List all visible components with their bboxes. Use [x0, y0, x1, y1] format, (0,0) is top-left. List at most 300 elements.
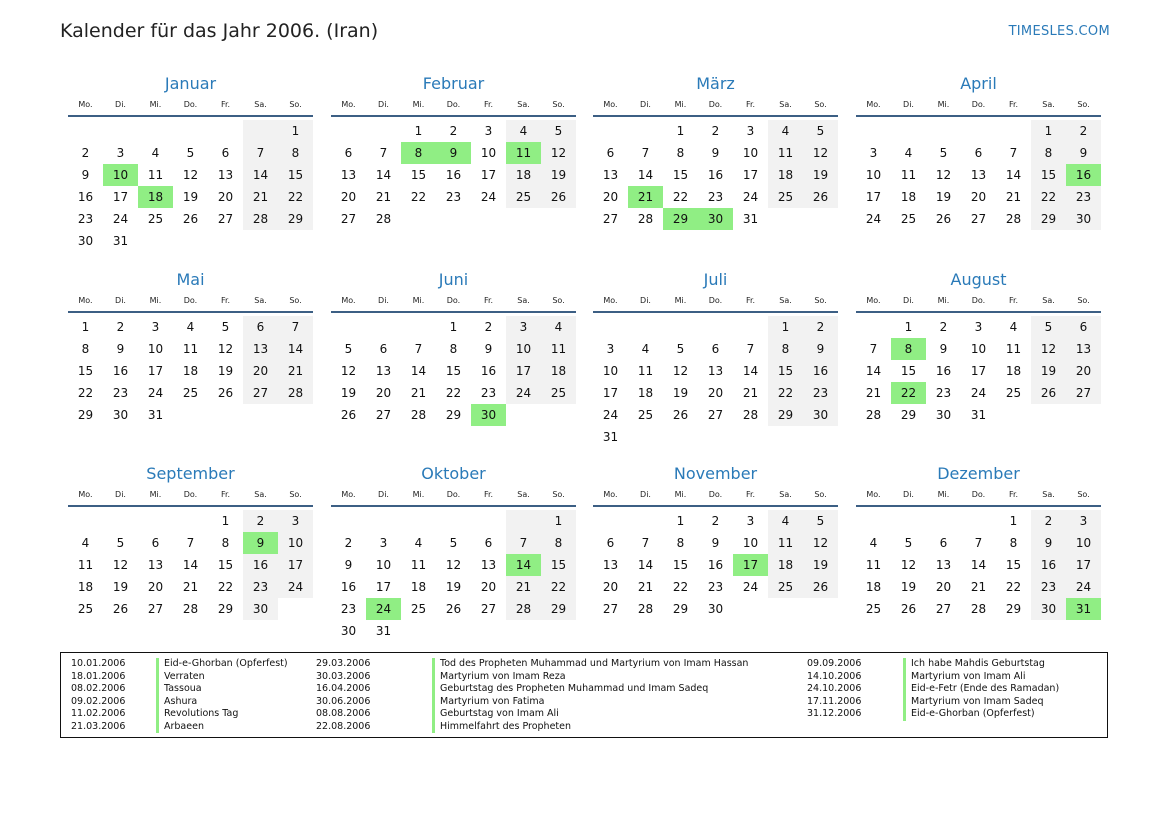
day-cell: 11	[900, 168, 917, 182]
weekday-label: So.	[552, 296, 565, 305]
weekday-label: Mo.	[603, 100, 618, 109]
day-cell: 30	[243, 598, 278, 620]
day-cell: 15	[217, 558, 234, 572]
day-cell: 27	[375, 408, 392, 422]
day-cell: 30	[707, 602, 724, 616]
day-cell: 18	[637, 386, 654, 400]
day-cell: 7	[278, 316, 313, 338]
day-cell: 28	[1005, 212, 1022, 226]
day-grid	[593, 510, 838, 620]
day-cell: 21	[375, 190, 392, 204]
day-cell: 2	[803, 316, 838, 338]
day-cell: 1	[541, 510, 576, 532]
weekday-label: Do.	[971, 490, 986, 499]
month-januar	[68, 73, 313, 252]
day-cell: 5	[344, 342, 353, 356]
weekday-label: Fr.	[1008, 490, 1019, 499]
day-cell: 13	[707, 364, 724, 378]
day-cell: 12	[182, 168, 199, 182]
day-cell: 23	[935, 386, 952, 400]
weekday-label: Mo.	[866, 296, 881, 305]
day-cell: 8	[1031, 142, 1066, 164]
day-cell: 25	[1005, 386, 1022, 400]
day-cell: 17	[733, 554, 768, 576]
weekday-label: Do.	[971, 296, 986, 305]
day-cell: 22	[410, 190, 427, 204]
empty-cell	[138, 120, 173, 142]
weekday-label: Di.	[903, 296, 914, 305]
day-cell: 3	[116, 146, 125, 160]
empty-cell	[891, 120, 926, 142]
empty-cell	[856, 120, 891, 142]
day-cell: 13	[217, 168, 234, 182]
weekday-label: Mi.	[149, 100, 162, 109]
day-cell: 17	[602, 386, 619, 400]
day-cell: 23	[707, 190, 724, 204]
day-cell: 19	[182, 190, 199, 204]
legend-holiday-name: Revolutions Tag	[156, 708, 238, 721]
day-cell: 26	[1031, 382, 1066, 404]
legend-holiday-name: Martyrium von Imam Sadeq	[903, 696, 1044, 709]
empty-cell	[506, 208, 541, 230]
day-cell: 15	[410, 168, 427, 182]
weekday-header	[68, 485, 313, 507]
month-name: August	[950, 270, 1007, 289]
empty-cell	[331, 510, 366, 532]
month-name: März	[696, 74, 735, 93]
day-cell: 8	[81, 342, 90, 356]
day-cell: 16	[445, 168, 462, 182]
day-cell: 16	[707, 558, 724, 572]
legend-holiday-name: Eid-e-Fetr (Ende des Ramadan)	[903, 683, 1059, 696]
day-cell: 23	[1031, 576, 1066, 598]
day-cell: 8	[541, 532, 576, 554]
day-cell: 23	[445, 190, 462, 204]
month-november	[593, 463, 838, 620]
day-cell: 26	[445, 602, 462, 616]
day-cell: 14	[410, 364, 427, 378]
day-cell: 17	[742, 168, 759, 182]
day-cell: 7	[379, 146, 388, 160]
day-cell: 11	[147, 168, 164, 182]
day-cell: 13	[243, 338, 278, 360]
day-cell: 21	[742, 386, 759, 400]
day-cell: 2	[1031, 510, 1066, 532]
legend-date: 10.01.2006	[71, 658, 126, 669]
day-cell: 3	[379, 536, 388, 550]
day-cell: 17	[506, 360, 541, 382]
weekday-label: Fr.	[1008, 296, 1019, 305]
day-cell: 9	[711, 146, 720, 160]
day-cell: 15	[672, 168, 689, 182]
day-cell: 1	[1031, 120, 1066, 142]
day-cell: 14	[637, 168, 654, 182]
weekday-label: Di.	[903, 100, 914, 109]
empty-cell	[173, 404, 208, 426]
empty-cell	[768, 208, 803, 230]
weekday-label: So.	[552, 490, 565, 499]
weekday-label: Sa.	[517, 100, 530, 109]
day-cell: 15	[541, 554, 576, 576]
legend-holiday-name: Ashura	[156, 696, 197, 709]
weekday-header	[331, 291, 576, 313]
day-cell: 8	[449, 342, 458, 356]
day-cell: 9	[1031, 532, 1066, 554]
day-cell: 7	[869, 342, 878, 356]
empty-cell	[436, 620, 471, 642]
empty-cell	[663, 426, 698, 448]
empty-cell	[471, 620, 506, 642]
day-cell: 24	[865, 212, 882, 226]
weekday-label: Fr.	[220, 296, 231, 305]
weekday-label: Do.	[971, 100, 986, 109]
day-cell: 23	[803, 382, 838, 404]
day-cell: 17	[480, 168, 497, 182]
day-cell: 17	[375, 580, 392, 594]
day-cell: 18	[541, 360, 576, 382]
day-cell: 15	[1005, 558, 1022, 572]
day-cell: 15	[1031, 164, 1066, 186]
day-cell: 3	[746, 514, 755, 528]
day-cell: 28	[182, 602, 199, 616]
day-cell: 13	[602, 168, 619, 182]
day-cell: 25	[410, 602, 427, 616]
day-cell: 28	[637, 602, 654, 616]
day-cell: 4	[1009, 320, 1018, 334]
day-cell: 22	[1031, 186, 1066, 208]
day-cell: 23	[112, 386, 129, 400]
empty-cell	[366, 120, 401, 142]
day-cell: 21	[637, 580, 654, 594]
day-cell: 21	[970, 580, 987, 594]
day-cell: 20	[602, 580, 619, 594]
day-cell: 4	[904, 146, 913, 160]
day-cell: 24	[112, 212, 129, 226]
month-mai	[68, 269, 313, 426]
day-cell: 10	[506, 338, 541, 360]
day-cell: 24	[742, 580, 759, 594]
day-grid	[856, 316, 1101, 426]
empty-cell	[733, 316, 768, 338]
empty-cell	[331, 120, 366, 142]
weekday-label: Sa.	[1042, 490, 1055, 499]
day-cell: 12	[672, 364, 689, 378]
day-cell: 30	[471, 404, 506, 426]
weekday-label: Sa.	[254, 100, 267, 109]
month-name: Januar	[164, 74, 217, 93]
day-cell: 19	[112, 580, 129, 594]
day-cell: 13	[935, 558, 952, 572]
weekday-label: Sa.	[517, 490, 530, 499]
legend-holiday-name: Martyrium von Fatima	[432, 696, 544, 709]
day-cell: 17	[865, 190, 882, 204]
day-cell: 24	[147, 386, 164, 400]
day-cell: 4	[768, 120, 803, 142]
weekday-label: Fr.	[1008, 100, 1019, 109]
day-cell: 24	[1066, 576, 1101, 598]
day-cell: 27	[970, 212, 987, 226]
day-grid	[593, 120, 838, 230]
day-cell: 10	[480, 146, 497, 160]
weekday-label: Di.	[115, 100, 126, 109]
month-name: Oktober	[421, 464, 486, 483]
empty-cell	[208, 230, 243, 252]
day-cell: 6	[606, 146, 615, 160]
day-cell: 26	[182, 212, 199, 226]
day-cell: 6	[243, 316, 278, 338]
day-cell: 26	[112, 602, 129, 616]
brand-link[interactable]: TIMESLES.COM	[1008, 24, 1110, 39]
page-title: Kalender für das Jahr 2006. (Iran)	[60, 20, 379, 42]
day-cell: 1	[1009, 514, 1018, 528]
day-cell: 9	[344, 558, 353, 572]
day-cell: 21	[410, 386, 427, 400]
day-cell: 17	[1066, 554, 1101, 576]
day-cell: 21	[278, 360, 313, 382]
day-cell: 21	[1005, 190, 1022, 204]
day-cell: 4	[186, 320, 195, 334]
weekday-label: Sa.	[517, 296, 530, 305]
day-cell: 30	[1066, 208, 1101, 230]
weekday-label: So.	[1077, 490, 1090, 499]
day-cell: 20	[970, 190, 987, 204]
day-cell: 19	[541, 164, 576, 186]
day-cell: 9	[243, 532, 278, 554]
month-februar	[331, 73, 576, 230]
day-cell: 27	[707, 408, 724, 422]
day-cell: 10	[1066, 532, 1101, 554]
legend-date: 30.03.2006	[316, 670, 371, 682]
weekday-label: Mo.	[78, 490, 93, 499]
weekday-label: So.	[552, 100, 565, 109]
legend-date: 21.03.2006	[71, 720, 126, 732]
day-cell: 4	[768, 510, 803, 532]
legend-date: 24.10.2006	[807, 683, 862, 694]
day-cell: 28	[375, 212, 392, 226]
day-cell: 3	[1066, 510, 1101, 532]
day-cell: 25	[147, 212, 164, 226]
day-cell: 2	[243, 510, 278, 532]
empty-cell	[208, 120, 243, 142]
legend-holiday-name: Geburtstag von Imam Ali	[432, 708, 559, 721]
weekday-label: Do.	[183, 100, 198, 109]
legend-holiday-name: Eid-e-Ghorban (Opferfest)	[156, 658, 288, 671]
day-cell: 11	[768, 142, 803, 164]
weekday-label: Mi.	[674, 100, 687, 109]
legend-date: 09.09.2006	[807, 658, 862, 669]
day-cell: 28	[506, 598, 541, 620]
legend-date: 22.08.2006	[316, 720, 371, 732]
day-cell: 25	[506, 186, 541, 208]
day-cell: 23	[1066, 186, 1101, 208]
day-cell: 15	[278, 164, 313, 186]
day-cell: 1	[676, 514, 685, 528]
day-cell: 20	[375, 386, 392, 400]
empty-cell	[331, 316, 366, 338]
day-cell: 1	[768, 316, 803, 338]
day-cell: 3	[151, 320, 160, 334]
day-cell: 23	[707, 580, 724, 594]
legend-date: 14.10.2006	[807, 670, 862, 682]
empty-cell	[961, 510, 996, 532]
day-cell: 19	[672, 386, 689, 400]
empty-cell	[698, 316, 733, 338]
day-cell: 16	[77, 190, 94, 204]
weekday-label: Do.	[446, 490, 461, 499]
weekday-header	[856, 95, 1101, 117]
day-cell: 12	[445, 558, 462, 572]
day-cell: 27	[147, 602, 164, 616]
day-cell: 27	[243, 382, 278, 404]
weekday-label: Sa.	[254, 296, 267, 305]
weekday-label: Sa.	[1042, 296, 1055, 305]
empty-cell	[173, 230, 208, 252]
empty-cell	[1031, 404, 1066, 426]
legend-date: 30.06.2006	[316, 695, 371, 707]
day-cell: 5	[449, 536, 458, 550]
day-cell: 21	[506, 576, 541, 598]
day-cell: 25	[182, 386, 199, 400]
day-cell: 10	[103, 164, 138, 186]
month-name: April	[960, 74, 997, 93]
day-cell: 18	[1005, 364, 1022, 378]
day-cell: 19	[935, 190, 952, 204]
day-cell: 25	[768, 576, 803, 598]
empty-cell	[628, 510, 663, 532]
day-cell: 19	[803, 164, 838, 186]
day-cell: 26	[900, 602, 917, 616]
day-cell: 22	[672, 190, 689, 204]
weekday-label: Mi.	[674, 490, 687, 499]
day-cell: 3	[746, 124, 755, 138]
day-cell: 4	[641, 342, 650, 356]
day-cell: 11	[865, 558, 882, 572]
day-cell: 25	[900, 212, 917, 226]
day-cell: 1	[414, 124, 423, 138]
day-cell: 14	[742, 364, 759, 378]
day-cell: 5	[221, 320, 230, 334]
empty-cell	[856, 510, 891, 532]
day-grid	[593, 316, 838, 448]
empty-cell	[436, 510, 471, 532]
day-cell: 22	[77, 386, 94, 400]
day-cell: 14	[1005, 168, 1022, 182]
day-cell: 29	[1005, 602, 1022, 616]
weekday-header	[68, 95, 313, 117]
day-cell: 23	[480, 386, 497, 400]
day-cell: 11	[77, 558, 94, 572]
empty-cell	[733, 598, 768, 620]
day-cell: 30	[112, 408, 129, 422]
empty-cell	[278, 404, 313, 426]
day-cell: 16	[707, 168, 724, 182]
day-cell: 16	[1066, 164, 1101, 186]
day-cell: 8	[768, 338, 803, 360]
day-cell: 9	[939, 342, 948, 356]
day-cell: 15	[77, 364, 94, 378]
day-cell: 14	[243, 164, 278, 186]
empty-cell	[68, 120, 103, 142]
day-grid	[331, 120, 576, 230]
day-cell: 6	[1066, 316, 1101, 338]
weekday-label: Sa.	[779, 100, 792, 109]
empty-cell	[628, 316, 663, 338]
day-cell: 15	[900, 364, 917, 378]
empty-cell	[698, 426, 733, 448]
month-märz	[593, 73, 838, 230]
day-cell: 18	[77, 580, 94, 594]
day-cell: 30	[698, 208, 733, 230]
weekday-label: So.	[1077, 100, 1090, 109]
day-cell: 29	[541, 598, 576, 620]
empty-cell	[103, 120, 138, 142]
empty-cell	[856, 316, 891, 338]
day-cell: 18	[410, 580, 427, 594]
day-cell: 2	[711, 514, 720, 528]
weekday-label: Di.	[640, 100, 651, 109]
weekday-label: So.	[1077, 296, 1090, 305]
day-cell: 22	[541, 576, 576, 598]
weekday-label: Sa.	[254, 490, 267, 499]
empty-cell	[593, 316, 628, 338]
day-cell: 26	[541, 186, 576, 208]
empty-cell	[996, 404, 1031, 426]
day-cell: 14	[375, 168, 392, 182]
day-cell: 3	[974, 320, 983, 334]
weekday-label: Fr.	[220, 100, 231, 109]
weekday-header	[68, 291, 313, 313]
empty-cell	[541, 620, 576, 642]
day-cell: 21	[243, 186, 278, 208]
day-cell: 5	[1031, 316, 1066, 338]
day-cell: 2	[449, 124, 458, 138]
day-cell: 7	[974, 536, 983, 550]
day-cell: 7	[414, 342, 423, 356]
day-cell: 8	[891, 338, 926, 360]
day-grid	[68, 120, 313, 252]
day-grid	[331, 510, 576, 642]
weekday-header	[331, 95, 576, 117]
day-cell: 26	[803, 576, 838, 598]
empty-cell	[471, 208, 506, 230]
day-cell: 6	[711, 342, 720, 356]
day-cell: 27	[480, 602, 497, 616]
legend-holiday-name: Arbaeen	[156, 721, 204, 734]
day-cell: 13	[340, 168, 357, 182]
empty-cell	[243, 230, 278, 252]
day-cell: 14	[506, 554, 541, 576]
weekday-label: Fr.	[483, 100, 494, 109]
day-cell: 5	[116, 536, 125, 550]
day-cell: 10	[278, 532, 313, 554]
day-cell: 27	[340, 212, 357, 226]
day-cell: 6	[151, 536, 160, 550]
day-cell: 7	[243, 142, 278, 164]
legend-date: 08.02.2006	[71, 683, 126, 694]
empty-cell	[768, 598, 803, 620]
day-cell: 31	[742, 212, 759, 226]
weekday-label: Mo.	[341, 100, 356, 109]
day-cell: 11	[1005, 342, 1022, 356]
day-cell: 26	[935, 212, 952, 226]
day-cell: 12	[803, 142, 838, 164]
weekday-label: Mo.	[866, 490, 881, 499]
day-cell: 5	[939, 146, 948, 160]
day-cell: 28	[742, 408, 759, 422]
legend-date: 11.02.2006	[71, 708, 126, 719]
day-cell: 7	[641, 146, 650, 160]
month-juli	[593, 269, 838, 448]
